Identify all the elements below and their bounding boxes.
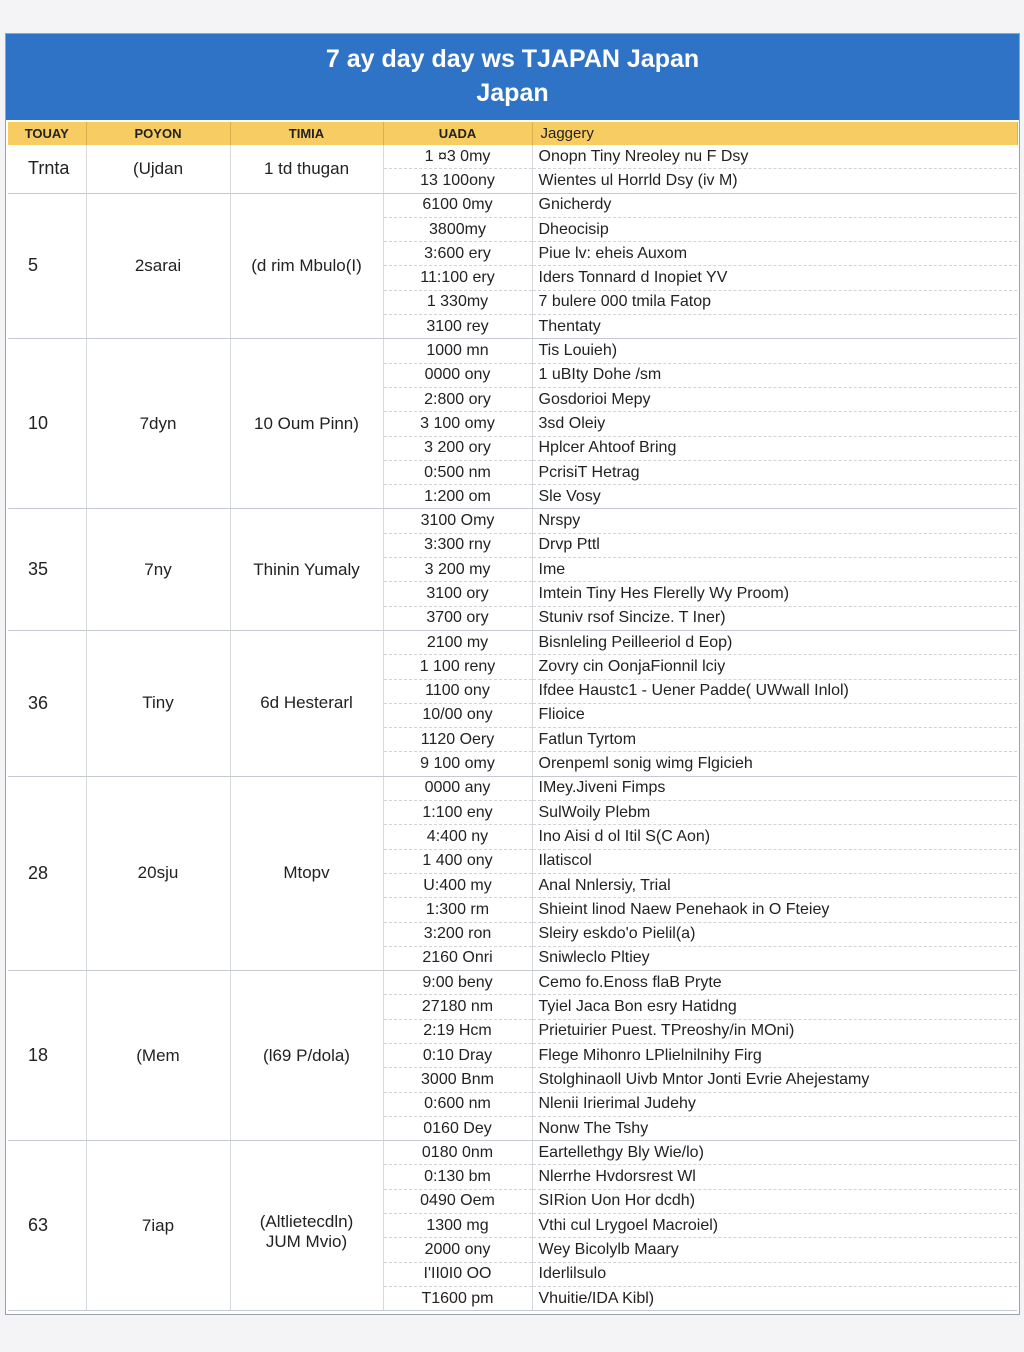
- time-cell: 13 100ony: [383, 169, 532, 193]
- activity-cell: Iderlilsulo: [532, 1262, 1017, 1286]
- theme-cell: 10 Oum Pinn): [230, 339, 383, 509]
- time-cell: 0:600 nm: [383, 1092, 532, 1116]
- theme-cell: [230, 1141, 383, 1311]
- activity-cell: Wientes ul Horrld Dsy (iv M): [532, 169, 1017, 193]
- time-cell: 9 100 omy: [383, 752, 532, 776]
- activity-cell: Eartellethgy Bly Wie/lo): [532, 1141, 1017, 1165]
- activity-cell: Sleiry eskdo'o Pielil(a): [532, 922, 1017, 946]
- time-cell: 11:100 ery: [383, 266, 532, 290]
- activity-cell: 3sd Oleiy: [532, 412, 1017, 436]
- time-cell: 2:800 ory: [383, 387, 532, 411]
- activity-cell: Piue lv: eheis Auxom: [532, 242, 1017, 266]
- activity-cell: Drvp Pttl: [532, 533, 1017, 557]
- location-cell: (Ujdan: [86, 145, 230, 193]
- table-row: [8, 145, 1017, 169]
- time-cell: 3700 ory: [383, 606, 532, 630]
- time-cell: 0:10 Dray: [383, 1043, 532, 1067]
- time-cell: 2:19 Hcm: [383, 1019, 532, 1043]
- time-cell: 1120 Oery: [383, 728, 532, 752]
- header-row: [8, 122, 1017, 145]
- table-row: [8, 971, 1017, 995]
- table-row: [8, 193, 1017, 217]
- time-cell: 1 330my: [383, 290, 532, 314]
- activity-cell: Imtein Tiny Hes Flerelly Wy Proom): [532, 582, 1017, 606]
- activity-cell: Sniwleclo Pltiey: [532, 946, 1017, 970]
- location-cell: 7ny: [86, 509, 230, 630]
- time-cell: 3100 rey: [383, 315, 532, 339]
- theme-cell: (l69 P/dola): [230, 971, 383, 1141]
- time-cell: 1 ¤3 0my: [383, 145, 532, 169]
- time-cell: 3 200 ory: [383, 436, 532, 460]
- location-cell: (Mem: [86, 971, 230, 1141]
- activity-cell: 1 uBIty Dohe /sm: [532, 363, 1017, 387]
- time-cell: 2160 Onri: [383, 946, 532, 970]
- time-cell: 1 400 ony: [383, 849, 532, 873]
- table-row: [8, 630, 1017, 654]
- activity-cell: Fatlun Tyrtom: [532, 728, 1017, 752]
- time-cell: 3:600 ery: [383, 242, 532, 266]
- itinerary-sheet: [5, 33, 1020, 1315]
- activity-cell: Nlerrhe Hvdorsrest Wl: [532, 1165, 1017, 1189]
- itinerary-body: [8, 145, 1017, 1311]
- activity-cell: Vhuitie/IDA Kibl): [532, 1286, 1017, 1310]
- theme-cell: 6d Hesterarl: [230, 630, 383, 776]
- activity-cell: IMey.Jiveni Fimps: [532, 776, 1017, 800]
- day-cell: Trnta: [8, 145, 86, 193]
- title-banner: [6, 34, 1019, 120]
- activity-cell: Ino Aisi d ol Itil S(C Aon): [532, 825, 1017, 849]
- header-day: TOUAY: [8, 122, 86, 145]
- activity-cell: SIRion Uon Hor dcdh): [532, 1189, 1017, 1213]
- activity-cell: Nrspy: [532, 509, 1017, 533]
- time-cell: I'II0I0 OO: [383, 1262, 532, 1286]
- time-cell: 3:200 ron: [383, 922, 532, 946]
- time-cell: 6100 0my: [383, 193, 532, 217]
- table-row: [8, 509, 1017, 533]
- time-cell: 1300 mg: [383, 1214, 532, 1238]
- time-cell: 4:400 ny: [383, 825, 532, 849]
- activity-cell: Tis Louieh): [532, 339, 1017, 363]
- time-cell: 0:130 bm: [383, 1165, 532, 1189]
- activity-cell: Nlenii Irierimal Judehy: [532, 1092, 1017, 1116]
- itinerary-table: [8, 122, 1018, 1311]
- time-cell: T1600 pm: [383, 1286, 532, 1310]
- location-cell: Tiny: [86, 630, 230, 776]
- time-cell: 1:100 eny: [383, 801, 532, 825]
- activity-cell: SulWoily Plebm: [532, 801, 1017, 825]
- activity-cell: Flege Mihonro LPlielnilnihy Firg: [532, 1043, 1017, 1067]
- activity-cell: Onopn Tiny Nreoley nu F Dsy: [532, 145, 1017, 169]
- activity-cell: 7 bulere 000 tmila Fatop: [532, 290, 1017, 314]
- theme-cell: (d rim Mbulo(I): [230, 193, 383, 339]
- location-cell: 2sarai: [86, 193, 230, 339]
- time-cell: 3000 Bnm: [383, 1068, 532, 1092]
- activity-cell: PcrisiT Hetrag: [532, 460, 1017, 484]
- time-cell: 3800my: [383, 217, 532, 241]
- time-cell: 10/00 ony: [383, 703, 532, 727]
- activity-cell: Bisnleling Peilleeriol d Eop): [532, 630, 1017, 654]
- activity-cell: Zovry cin OonjaFionnil lciy: [532, 655, 1017, 679]
- header-activity: Jaggery: [532, 122, 1017, 145]
- table-row: [8, 339, 1017, 363]
- time-cell: 2100 my: [383, 630, 532, 654]
- theme-cell: Mtopv: [230, 776, 383, 970]
- theme-cell: Thinin Yumaly: [230, 509, 383, 630]
- title-line-2: Japan: [476, 79, 549, 107]
- time-cell: 1100 ony: [383, 679, 532, 703]
- time-cell: 0160 Dey: [383, 1116, 532, 1140]
- time-cell: 1:200 om: [383, 485, 532, 509]
- theme-cell: 1 td thugan: [230, 145, 383, 193]
- activity-cell: Cemo fo.Enoss flaB Pryte: [532, 971, 1017, 995]
- time-cell: 3 200 my: [383, 558, 532, 582]
- day-cell: 28: [8, 776, 86, 970]
- time-cell: 3:300 rny: [383, 533, 532, 557]
- day-cell: 18: [8, 971, 86, 1141]
- time-cell: 0180 0nm: [383, 1141, 532, 1165]
- time-cell: 1 100 reny: [383, 655, 532, 679]
- activity-cell: Wey Bicolylb Maary: [532, 1238, 1017, 1262]
- activity-cell: Thentaty: [532, 315, 1017, 339]
- activity-cell: Gosdorioi Mepy: [532, 387, 1017, 411]
- activity-cell: Hplcer Ahtoof Bring: [532, 436, 1017, 460]
- activity-cell: Anal Nnlersiy, Trial: [532, 873, 1017, 897]
- table-row: [8, 1141, 1017, 1165]
- activity-cell: Gnicherdy: [532, 193, 1017, 217]
- time-cell: 3100 Omy: [383, 509, 532, 533]
- day-cell: 36: [8, 630, 86, 776]
- time-cell: 0000 ony: [383, 363, 532, 387]
- theme-text-secondary: JUM Mvio): [265, 1231, 348, 1251]
- time-cell: U:400 my: [383, 873, 532, 897]
- activity-cell: Vthi cul Lrygoel Macroiel): [532, 1214, 1017, 1238]
- header-location: POYON: [86, 122, 230, 145]
- activity-cell: Shieint linod Naew Penehaok in O Fteiey: [532, 898, 1017, 922]
- activity-cell: Ilatiscol: [532, 849, 1017, 873]
- time-cell: 0490 Oem: [383, 1189, 532, 1213]
- time-cell: 3100 ory: [383, 582, 532, 606]
- header-theme: TIMIA: [230, 122, 383, 145]
- time-cell: 27180 nm: [383, 995, 532, 1019]
- activity-cell: Ifdee Haustc1 - Uener Padde( UWwall Inlol): [532, 679, 1017, 703]
- activity-cell: Sle Vosy: [532, 485, 1017, 509]
- activity-cell: Stuniv rsof Sincize. T Iner): [532, 606, 1017, 630]
- time-cell: 2000 ony: [383, 1238, 532, 1262]
- time-cell: 3 100 omy: [383, 412, 532, 436]
- location-cell: 7iap: [86, 1141, 230, 1311]
- activity-cell: Dheocisip: [532, 217, 1017, 241]
- time-cell: 0:500 nm: [383, 460, 532, 484]
- time-cell: 9:00 beny: [383, 971, 532, 995]
- day-cell: 63: [8, 1141, 86, 1311]
- time-cell: 1000 mn: [383, 339, 532, 363]
- activity-cell: Ime: [532, 558, 1017, 582]
- title-line-1: 7 ay day day ws TJAPAN Japan: [325, 45, 700, 73]
- location-cell: 7dyn: [86, 339, 230, 509]
- table-row: [8, 776, 1017, 800]
- theme-text: (Altlietecdln): [259, 1211, 354, 1231]
- activity-cell: Stolghinaoll Uivb Mntor Jonti Evrie Ahejestamy: [532, 1068, 1017, 1092]
- theme-stack: [231, 1188, 383, 1264]
- location-cell: 20sju: [86, 776, 230, 970]
- day-cell: 5: [8, 193, 86, 339]
- time-cell: 1:300 rm: [383, 898, 532, 922]
- day-cell: 10: [8, 339, 86, 509]
- activity-cell: Orenpeml sonig wimg Flgicieh: [532, 752, 1017, 776]
- activity-cell: Flioice: [532, 703, 1017, 727]
- activity-cell: Nonw The Tshy: [532, 1116, 1017, 1140]
- time-cell: 0000 any: [383, 776, 532, 800]
- activity-cell: Iders Tonnard d Inopiet YV: [532, 266, 1017, 290]
- activity-cell: Prietuirier Puest. TPreoshy/in MOni): [532, 1019, 1017, 1043]
- day-cell: 35: [8, 509, 86, 630]
- header-time: UADA: [383, 122, 532, 145]
- activity-cell: Tyiel Jaca Bon esry Hatidng: [532, 995, 1017, 1019]
